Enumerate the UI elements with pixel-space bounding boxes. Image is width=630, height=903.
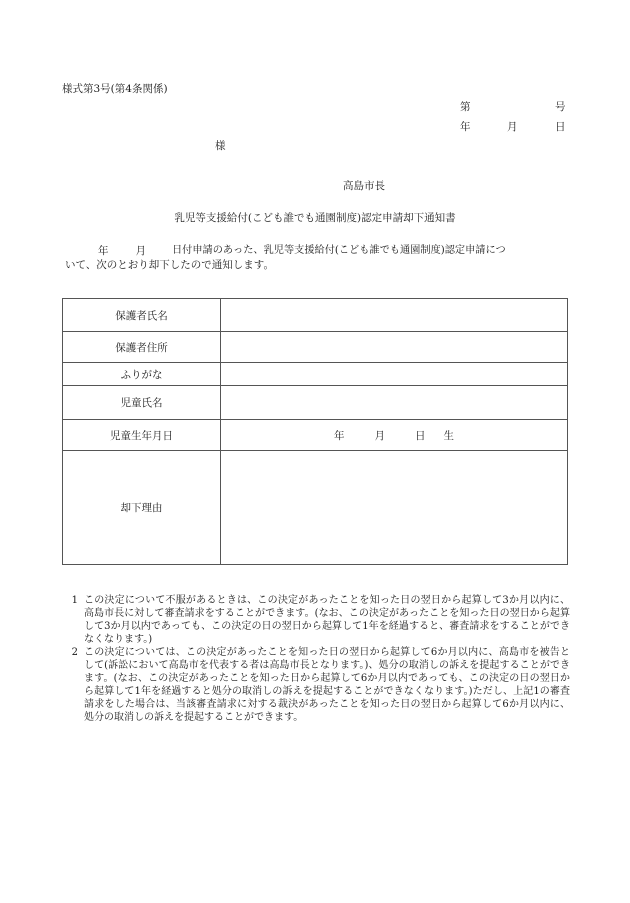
note-item — [62, 594, 570, 646]
intro-year: 年 — [98, 245, 109, 257]
birth-year-label: 年 — [334, 429, 345, 442]
birthdate-fields — [334, 428, 454, 443]
intro-line-1 — [65, 244, 570, 258]
birth-sei-label: 生 — [443, 429, 454, 442]
table-row — [63, 363, 568, 386]
date-year-label: 年 — [460, 121, 471, 133]
label-rejection-reason: 却下理由 — [63, 451, 221, 565]
document-number-suffix: 号 — [555, 101, 566, 113]
value-child-name — [221, 386, 568, 420]
birth-gap-2 — [385, 428, 415, 443]
document-title: 乳児等支援給付(こども誰でも通園制度)認定申請却下通知書 — [174, 212, 456, 224]
table-row — [63, 420, 568, 451]
value-guardian-name — [221, 299, 568, 332]
issuer-name: 高島市長 — [343, 180, 385, 192]
table-row — [63, 451, 568, 565]
form-number: 様式第3号(第4条関係) — [62, 83, 168, 95]
table-row — [63, 332, 568, 363]
value-furigana — [221, 363, 568, 386]
document-number-prefix: 第 — [460, 101, 471, 113]
note-number: 2 — [71, 647, 78, 658]
label-child-birthdate: 児童生年月日 — [63, 420, 221, 451]
intro-gap-2 — [146, 244, 172, 258]
birth-day-label: 日 — [415, 429, 426, 442]
notes-section — [62, 594, 570, 724]
date-day-label: 日 — [555, 121, 566, 133]
value-rejection-reason — [221, 451, 568, 565]
label-furigana: ふりがな — [63, 363, 221, 386]
table-row — [63, 386, 568, 420]
birth-month-label: 月 — [374, 429, 385, 442]
note-text: この決定について不服があるときは、この決定があったことを知った日の翌日から起算して3か月以内に、高島市長に対して審査請求をすることができます。(なお、この決定があったことを知った日の翌日から起算して3か月以内であっても、この決定の日の翌日から起算して1年を経過すると、審査請求をすることができなくなります。) — [84, 595, 570, 645]
value-guardian-address — [221, 332, 568, 363]
value-child-birthdate — [221, 420, 568, 451]
date-month-label: 月 — [507, 121, 518, 133]
info-table — [62, 298, 568, 565]
note-text: この決定については、この決定があったことを知った日の翌日から起算して6か月以内に、高島市を被告として(訴訟において高島市を代表する者は高島市長となります。)、処分の取消しの訴えを提起することができます。(なお、この決定があったことを知った日から起算して6か月以内であっても、この決定の日の翌日から起算して1年を経過すると処分の取消しの訴えを提起することができなくなります。)ただし、上記1の審査請求をした場合は、当該審査請求に対する裁決があったことを知った日の翌日から起算して6か月以内に、処分の取消しの訴えを提起することができます。 — [84, 647, 570, 723]
intro-indent — [65, 244, 98, 258]
label-guardian-name: 保護者氏名 — [63, 299, 221, 332]
birth-gap-3 — [426, 428, 444, 443]
label-child-name: 児童氏名 — [63, 386, 221, 420]
birth-gap-1 — [345, 428, 375, 443]
note-item — [62, 646, 570, 724]
note-number: 1 — [71, 595, 78, 606]
addressee-honorific: 様 — [215, 140, 226, 152]
intro-month: 月 — [135, 245, 146, 257]
intro-text-1: 日付申請のあった、乳児等支援給付(こども誰でも通園制度)認定申請につ — [172, 245, 506, 256]
intro-line-2: いて、次のとおり却下したので通知します。 — [65, 259, 274, 271]
table-row — [63, 299, 568, 332]
intro-gap-1 — [109, 244, 136, 258]
label-guardian-address: 保護者住所 — [63, 332, 221, 363]
intro-paragraph — [65, 244, 570, 272]
